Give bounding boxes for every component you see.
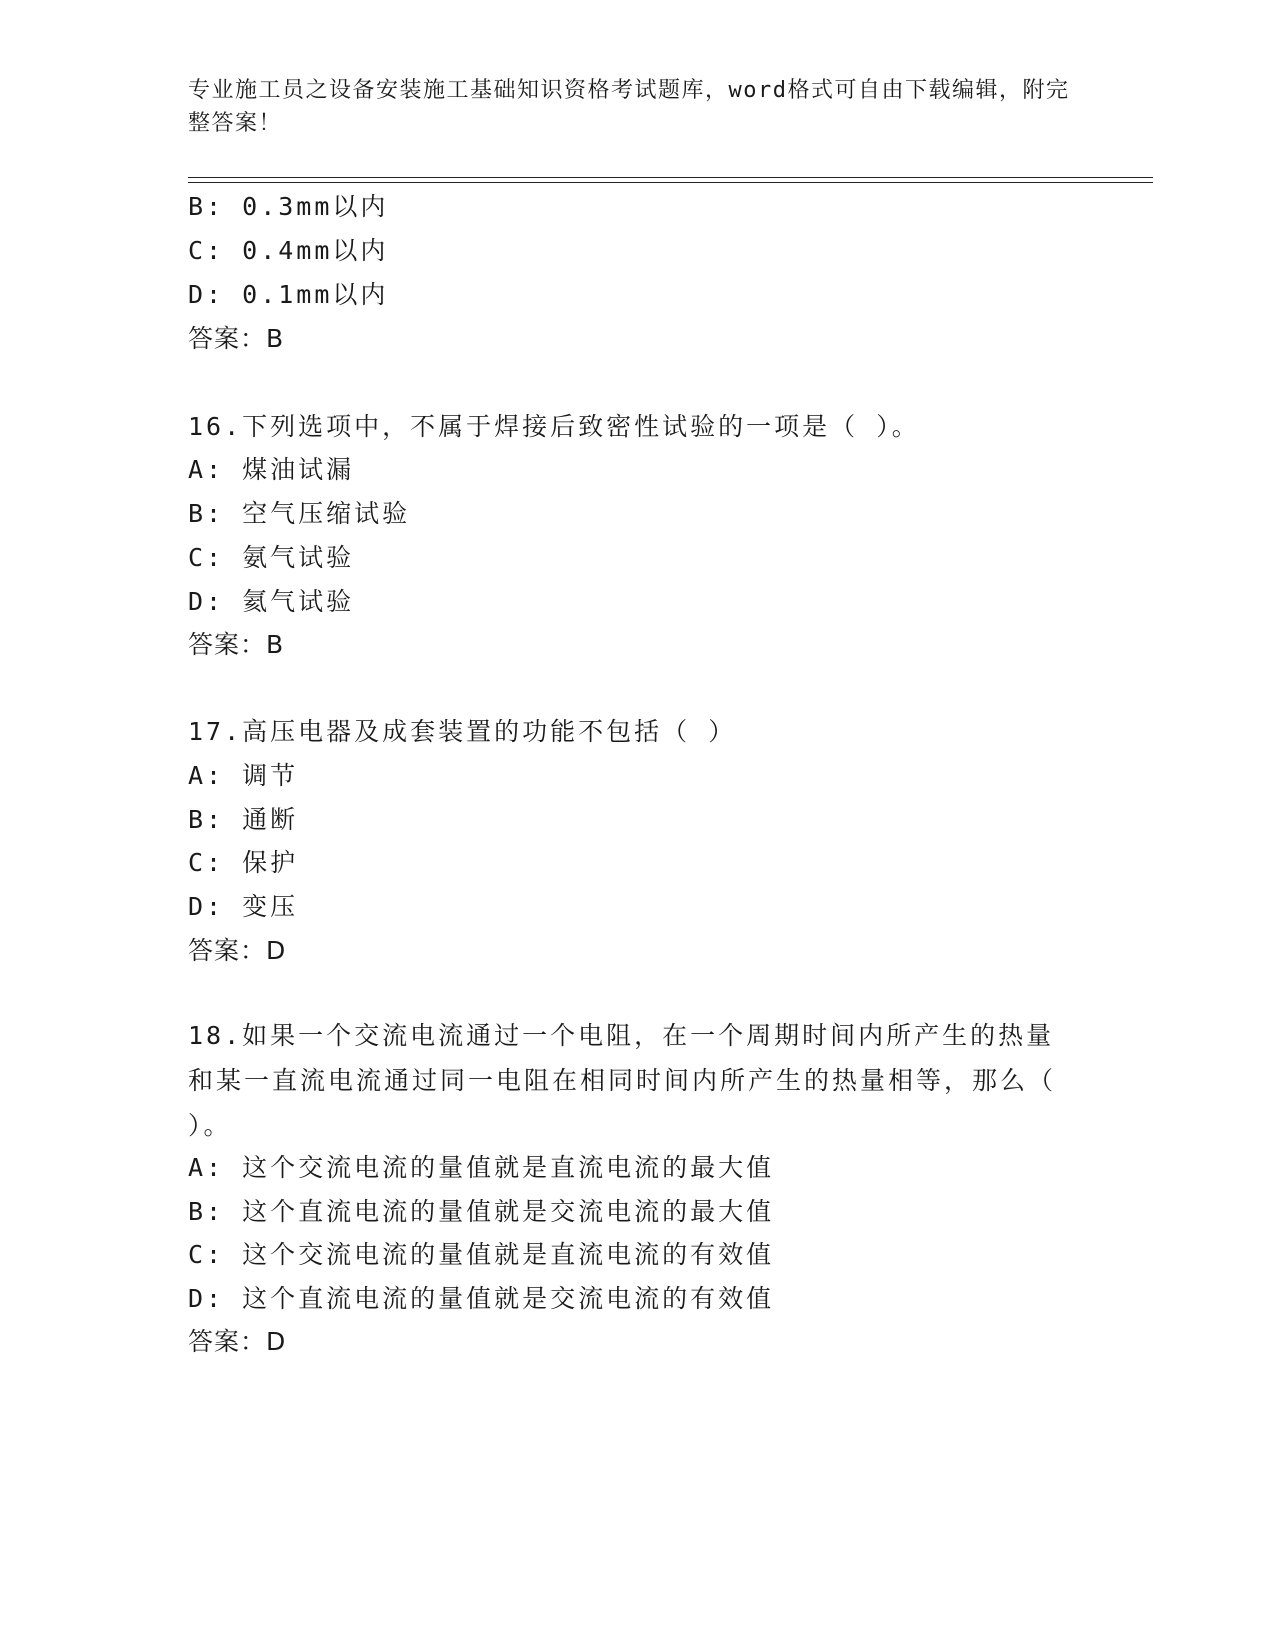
option-c: C: 氨气试验 [188,543,355,572]
option-d: D: 0.1mm以内 [188,280,389,309]
option-d: D: 这个直流电流的量值就是交流电流的有效值 [188,1284,775,1313]
option-c: C: 0.4mm以内 [188,236,389,265]
document-header: 专业施工员之设备安装施工基础知识资格考试题库，word格式可自由下载编辑，附完整答案！ [188,78,1070,136]
option-a: A: 这个交流电流的量值就是直流电流的最大值 [188,1153,775,1182]
header-divider-bottom [188,182,1153,183]
question-stem: 18.如果一个交流电流通过一个电阻，在一个周期时间内所产生的热量和某一直流电流通过同一电阻在相同时间内所产生的热量相等，那么（ ）。 [188,1021,1057,1140]
question-stem: 17.高压电器及成套装置的功能不包括（ ） [188,717,737,746]
answer-line: 答案：B [188,324,285,353]
answer-line: 答案：D [188,936,287,965]
option-a: A: 调节 [188,761,299,790]
answer-line: 答案：B [188,630,285,659]
option-a: A: 煤油试漏 [188,455,355,484]
header-divider-top [188,177,1153,178]
option-c: C: 这个交流电流的量值就是直流电流的有效值 [188,1240,775,1269]
option-b: B: 通断 [188,805,299,834]
question-stem: 16.下列选项中，不属于焊接后致密性试验的一项是（ ）。 [188,412,920,441]
option-b: B: 空气压缩试验 [188,499,411,528]
option-d: D: 氦气试验 [188,587,355,616]
option-d: D: 变压 [188,892,299,921]
option-b: B: 0.3mm以内 [188,192,389,221]
option-b: B: 这个直流电流的量值就是交流电流的最大值 [188,1197,775,1226]
answer-line: 答案：D [188,1327,287,1356]
option-c: C: 保护 [188,848,299,877]
